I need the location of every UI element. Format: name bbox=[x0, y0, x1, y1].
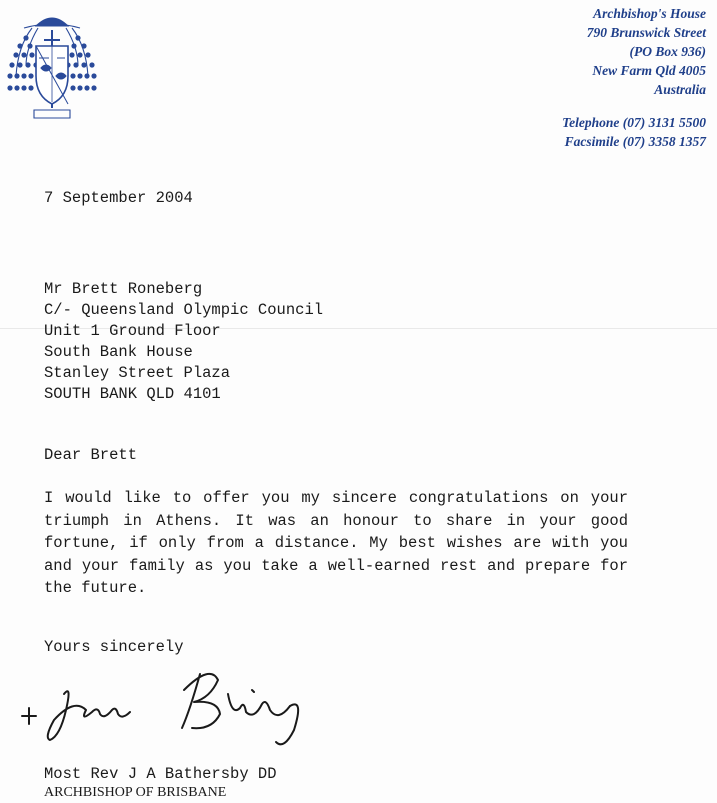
handwritten-signature-icon bbox=[14, 650, 314, 750]
letterhead-line: Archbishop's House bbox=[593, 6, 706, 21]
recipient-line: Mr Brett Roneberg bbox=[44, 280, 203, 298]
letterhead-line: Australia bbox=[654, 82, 706, 97]
letter-body: I would like to offer you my sincere congratulations on your triumph in Athens. It was an honour to share in your good fortune, if only from a distance. My best wishes are with you and your family as you take a well-earned rest and prepare for the future. bbox=[44, 489, 628, 598]
letter-date: 7 September 2004 bbox=[44, 189, 193, 207]
recipient-line: South Bank House bbox=[44, 343, 193, 361]
letterhead-address bbox=[446, 4, 706, 151]
recipient-line: Stanley Street Plaza bbox=[44, 364, 231, 382]
recipient-line: C/- Queensland Olympic Council bbox=[44, 301, 324, 319]
letterhead-line: 790 Brunswick Street bbox=[586, 25, 706, 40]
recipient-line: SOUTH BANK QLD 4101 bbox=[44, 385, 221, 403]
letterhead-facsimile: Facsimile (07) 3358 1357 bbox=[564, 134, 706, 149]
recipient-address bbox=[44, 279, 323, 405]
salutation: Dear Brett bbox=[44, 446, 138, 464]
letterhead-line: (PO Box 936) bbox=[629, 44, 706, 59]
letterhead-telephone: Telephone (07) 3131 5500 bbox=[562, 115, 706, 130]
archdiocese-crest-icon bbox=[6, 6, 98, 124]
letterhead-line: New Farm Qld 4005 bbox=[592, 63, 706, 78]
closing: Yours sincerely bbox=[44, 638, 184, 656]
recipient-line: Unit 1 Ground Floor bbox=[44, 322, 221, 340]
signer-title: ARCHBISHOP OF BRISBANE bbox=[44, 785, 227, 800]
signer-name: Most Rev J A Bathersby DD bbox=[44, 765, 277, 783]
